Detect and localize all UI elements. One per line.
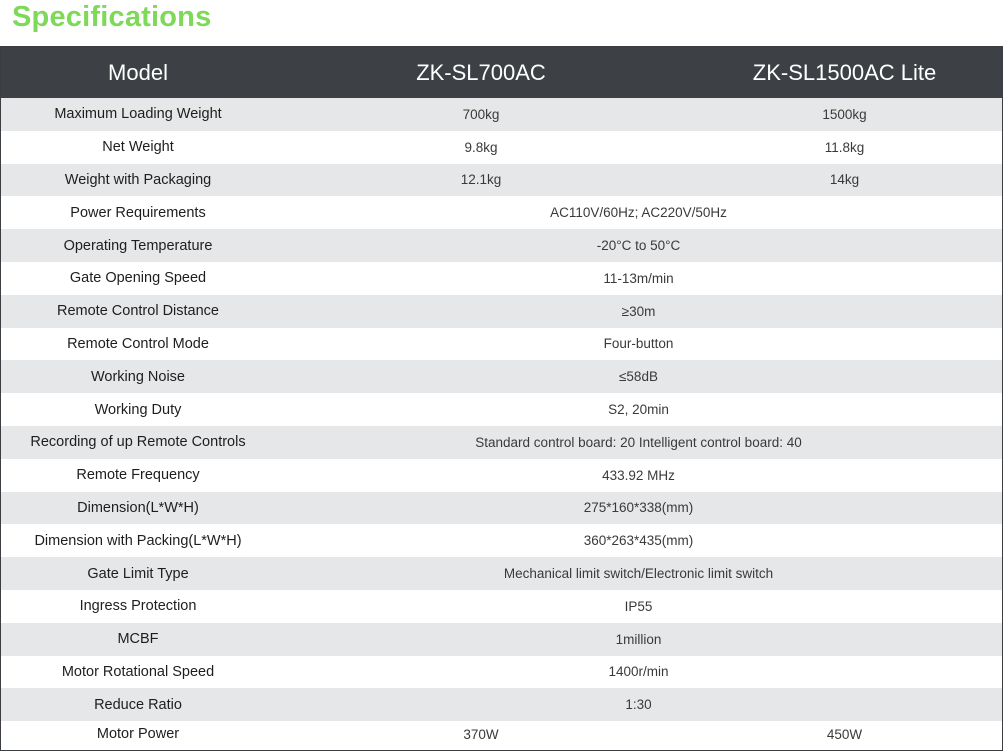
table-row bbox=[1, 557, 1002, 590]
spec-value-zk-sl700ac: 9.8kg bbox=[464, 139, 498, 155]
spec-value-shared: 433.92 MHz bbox=[602, 467, 675, 483]
table-row bbox=[1, 393, 1002, 426]
table-row bbox=[1, 164, 1002, 197]
spec-label: MCBF bbox=[117, 631, 159, 648]
spec-value-shared: Standard control board: 20 Intelligent control board: 40 bbox=[475, 434, 802, 450]
header-zk-sl700ac: ZK-SL700AC bbox=[416, 59, 546, 85]
table-row bbox=[1, 295, 1002, 328]
spec-value-zk-sl1500ac-lite: 11.8kg bbox=[824, 139, 865, 155]
table-header-row bbox=[1, 47, 1002, 98]
spec-value-shared: 1:30 bbox=[625, 697, 652, 713]
spec-label: Remote Control Mode bbox=[67, 335, 209, 352]
specifications-table-container bbox=[0, 46, 1003, 751]
spec-label: Working Noise bbox=[90, 368, 186, 385]
table-row bbox=[1, 721, 1002, 747]
spec-label: Remote Frequency bbox=[76, 467, 200, 484]
spec-label: Reduce Ratio bbox=[94, 696, 182, 713]
spec-value-shared: 360*263*435(mm) bbox=[583, 533, 694, 549]
spec-value-shared: 1400r/min bbox=[608, 664, 669, 680]
spec-value-zk-sl1500ac-lite: 450W bbox=[826, 726, 863, 742]
spec-label: Recording of up Remote Controls bbox=[30, 434, 246, 451]
spec-value-shared: ≤58dB bbox=[619, 369, 658, 385]
spec-value-zk-sl700ac: 12.1kg bbox=[460, 172, 502, 188]
spec-label: Remote Control Distance bbox=[57, 303, 219, 320]
spec-value-shared: ≥30m bbox=[621, 303, 656, 319]
spec-value-shared: 275*160*338(mm) bbox=[583, 500, 694, 516]
spec-label: Gate Limit Type bbox=[87, 565, 189, 582]
spec-label: Motor Power bbox=[96, 726, 180, 743]
spec-value-shared: -20°C to 50°C bbox=[596, 238, 681, 254]
table-row bbox=[1, 131, 1002, 164]
spec-value-shared: 1million bbox=[615, 631, 662, 647]
header-model: Model bbox=[108, 59, 168, 85]
spec-value-shared: IP55 bbox=[624, 598, 653, 614]
spec-value-shared: S2, 20min bbox=[608, 402, 669, 418]
specifications-table bbox=[1, 47, 1002, 747]
spec-value-zk-sl1500ac-lite: 14kg bbox=[829, 172, 860, 188]
page-title: Specifications bbox=[12, 1, 212, 33]
spec-label: Dimension(L*W*H) bbox=[77, 499, 199, 516]
spec-label: Net Weight bbox=[102, 139, 174, 156]
spec-label: Ingress Protection bbox=[79, 598, 197, 615]
table-row bbox=[1, 492, 1002, 525]
table-row bbox=[1, 688, 1002, 721]
table-row bbox=[1, 229, 1002, 262]
table-row bbox=[1, 459, 1002, 492]
table-row bbox=[1, 623, 1002, 656]
spec-value-shared: Four-button bbox=[603, 336, 674, 352]
table-row bbox=[1, 426, 1002, 459]
table-row bbox=[1, 360, 1002, 393]
spec-value-zk-sl700ac: 370W bbox=[463, 726, 499, 742]
spec-value-shared: 11-13m/min bbox=[603, 270, 674, 286]
header-zk-sl1500ac-lite: ZK-SL1500AC Lite bbox=[752, 59, 937, 85]
spec-label: Operating Temperature bbox=[63, 237, 213, 254]
spec-label: Gate Opening Speed bbox=[69, 270, 207, 287]
spec-value-shared: Mechanical limit switch/Electronic limit switch bbox=[503, 566, 774, 582]
table-row bbox=[1, 590, 1002, 623]
spec-value-zk-sl1500ac-lite: 1500kg bbox=[822, 106, 867, 122]
spec-label: Motor Rotational Speed bbox=[61, 663, 215, 680]
table-row bbox=[1, 98, 1002, 131]
table-body bbox=[1, 98, 1002, 747]
spec-label: Power Requirements bbox=[70, 204, 206, 221]
spec-label: Weight with Packaging bbox=[64, 171, 212, 188]
spec-value-zk-sl700ac: 700kg bbox=[462, 106, 500, 122]
table-row bbox=[1, 196, 1002, 229]
table-row bbox=[1, 524, 1002, 557]
spec-label: Dimension with Packing(L*W*H) bbox=[34, 532, 242, 549]
spec-value-shared: AC110V/60Hz; AC220V/50Hz bbox=[550, 205, 727, 221]
table-row bbox=[1, 656, 1002, 689]
spec-label: Maximum Loading Weight bbox=[54, 106, 222, 123]
table-row bbox=[1, 328, 1002, 361]
spec-label: Working Duty bbox=[94, 401, 182, 418]
table-row bbox=[1, 262, 1002, 295]
